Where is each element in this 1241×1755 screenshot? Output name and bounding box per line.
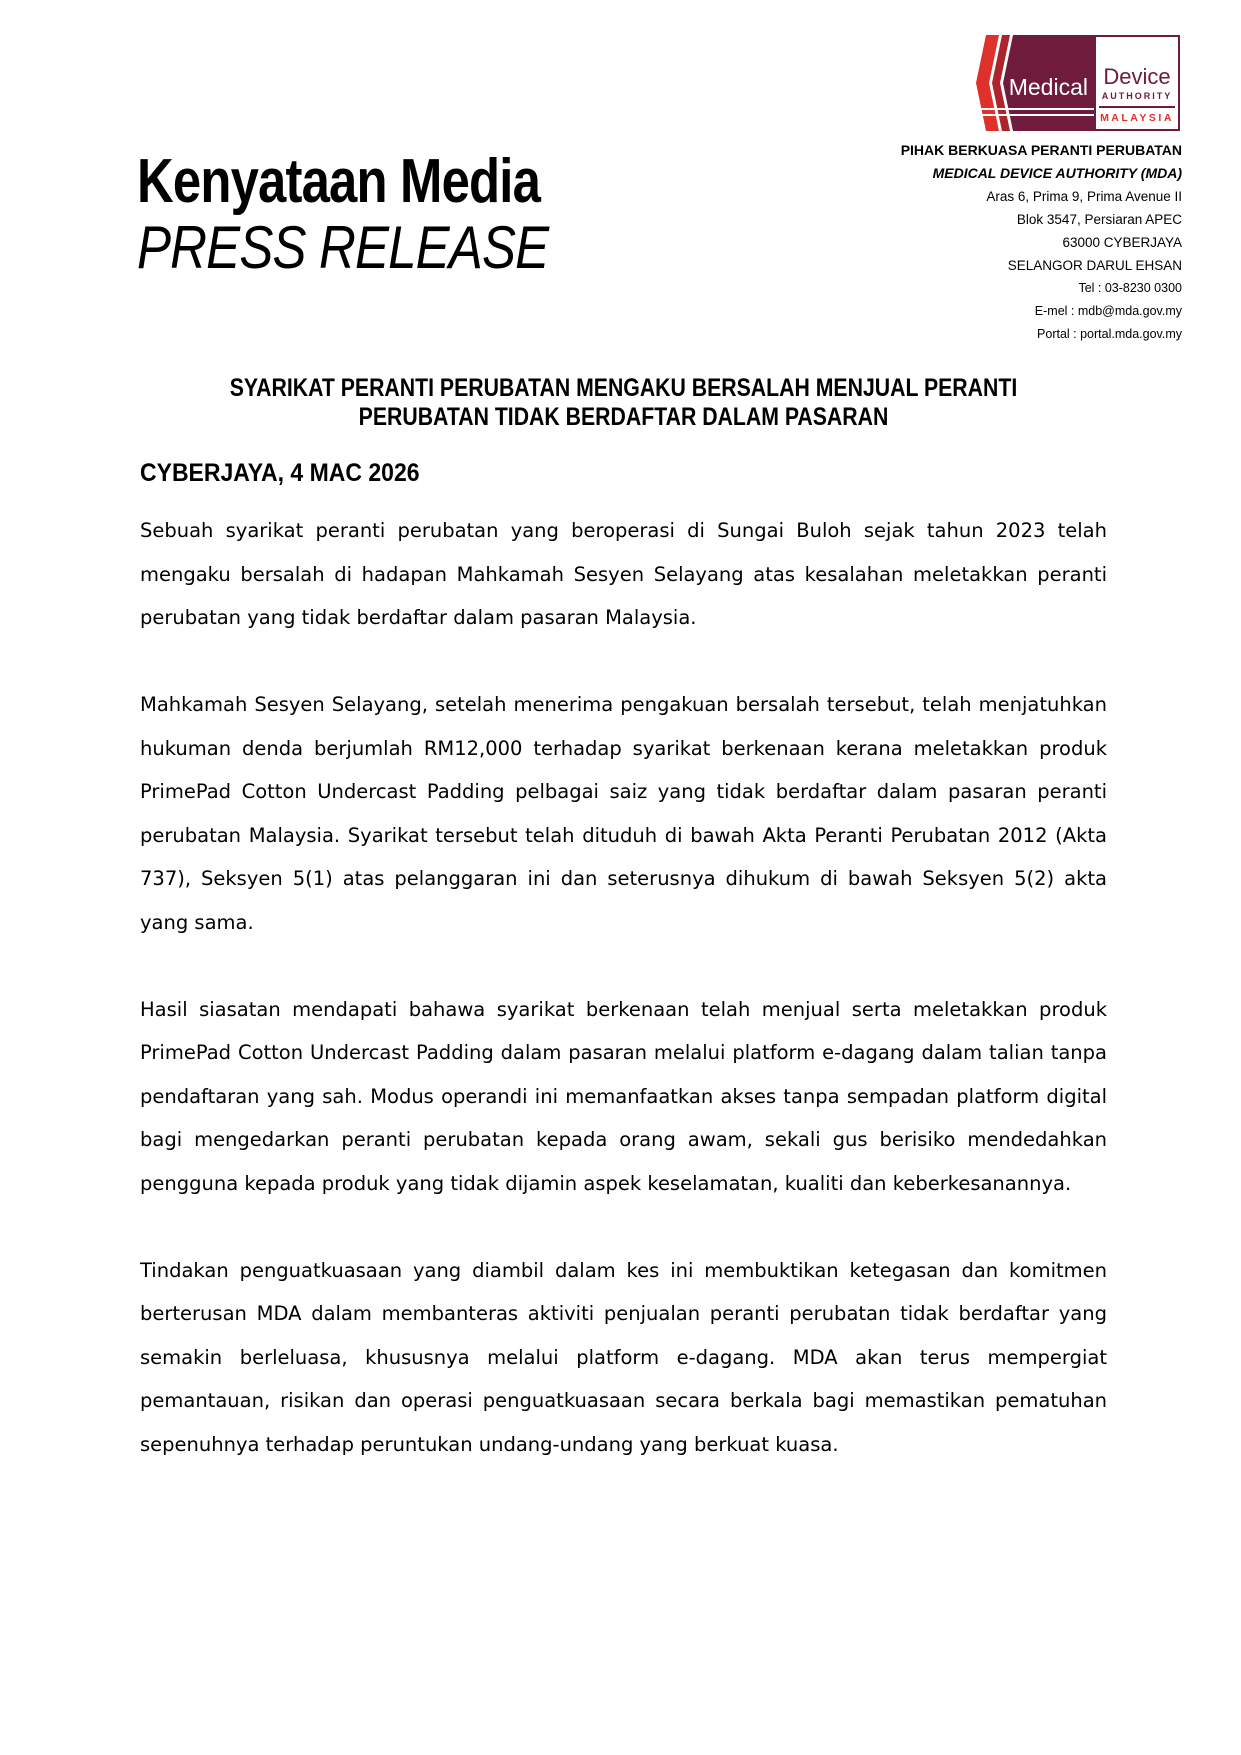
address-line-tel: Tel : 03-8230 0300 <box>1078 281 1182 295</box>
logo-pinstripe-top <box>978 108 1096 110</box>
press-headline <box>140 374 1107 432</box>
address-block <box>852 139 1182 346</box>
letterhead <box>852 35 1182 346</box>
body-paragraph-4: Tindakan penguatkuasaan yang diambil dalam kes ini membuktikan ketegasan dan komitmen berterusan MDA dalam membanteras aktiviti penjualan peranti perubatan tidak berdaftar yang semakin berleluasa, khususnya melalui platform e-dagang. MDA akan terus mempergiat pemantauan, risikan dan operasi penguatkuasaan secara berkala bagi memastikan pematuhan sepenuhnya terhadap peruntukan undang-undang yang berkuat kuasa. <box>140 1258 1107 1456</box>
headline-line-2: PERUBATAN TIDAK BERDAFTAR DALAM PASARAN <box>358 403 889 431</box>
address-line-street-2: Blok 3547, Persiaran APEC <box>1016 212 1182 227</box>
dateline: CYBERJAYA, 4 MAC 2026 <box>140 459 420 487</box>
body-paragraph-3: Hasil siasatan mendapati bahawa syarikat berkenaan telah menjual serta meletakkan produk PrimePad Cotton Undercast Padding dalam pasaran melalui platform e-dagang dalam talian tanpa pendaftaran yang sah. Modus operandi ini memanfaatkan akses tanpa sempadan platform digital bagi mengedarkan peranti perubatan kepada orang awam, sekali gus berisiko mendedahkan pengguna kepada produk yang tidak dijamin aspek keselamatan, kualiti dan keberkesanannya. <box>140 997 1107 1195</box>
logo-medical-text: Medical <box>1008 74 1088 100</box>
mda-logo <box>976 35 1180 131</box>
logo-device-text: Device <box>1103 64 1171 89</box>
masthead-english-title: PRESS RELEASE <box>137 214 549 281</box>
logo-device-box <box>1094 35 1180 131</box>
masthead-malay-title: Kenyataan Media <box>137 147 541 216</box>
address-line-portal: Portal : portal.mda.gov.my <box>1037 327 1182 341</box>
body-copy <box>140 509 1107 1466</box>
logo-pinstripe-bottom <box>978 114 1096 116</box>
address-line-postcode-city: 63000 CYBERJAYA <box>1062 235 1182 250</box>
address-line-email: E-mel : mdb@mda.gov.my <box>1034 304 1182 318</box>
body-paragraph-1: Sebuah syarikat peranti perubatan yang beroperasi di Sungai Buloh sejak tahun 2023 telah mengaku bersalah di hadapan Mahkamah Sesyen Selayang atas kesalahan meletakkan peranti perubatan yang tidak berdaftar dalam pasaran Malaysia. <box>140 519 1107 629</box>
body-paragraph-2: Mahkamah Sesyen Selayang, setelah menerima pengakuan bersalah tersebut, telah menjatuhkan hukuman denda berjumlah RM12,000 terhadap syarikat berkenaan kerana meletakkan produk PrimePad Cotton Undercast Padding pelbagai saiz yang tidak berdaftar dalam pasaran peranti perubatan Malaysia. Syarikat tersebut telah dituduh di bawah Akta Peranti Perubatan 2012 (Akta 737), Seksyen 5(1) atas pelanggaran ini dan seterusnya dihukum di bawah Seksyen 5(2) akta yang sama. <box>140 693 1107 934</box>
press-release-body <box>140 374 1107 1466</box>
document-header <box>0 0 1241 374</box>
masthead <box>137 147 629 281</box>
address-line-street-1: Aras 6, Prima 9, Prima Avenue II <box>986 189 1182 204</box>
address-line-agency-english: MEDICAL DEVICE AUTHORITY (MDA) <box>932 165 1182 181</box>
logo-malaysia-text: MALAYSIA <box>1099 106 1175 125</box>
headline-line-1: SYARIKAT PERANTI PERUBATAN MENGAKU BERSALAH MENJUAL PERANTI <box>229 374 1018 402</box>
address-line-state: SELANGOR DARUL EHSAN <box>1007 258 1182 273</box>
address-line-agency-malay: PIHAK BERKUASA PERANTI PERUBATAN <box>900 142 1182 158</box>
logo-authority-text: AUTHORITY <box>1101 91 1173 101</box>
